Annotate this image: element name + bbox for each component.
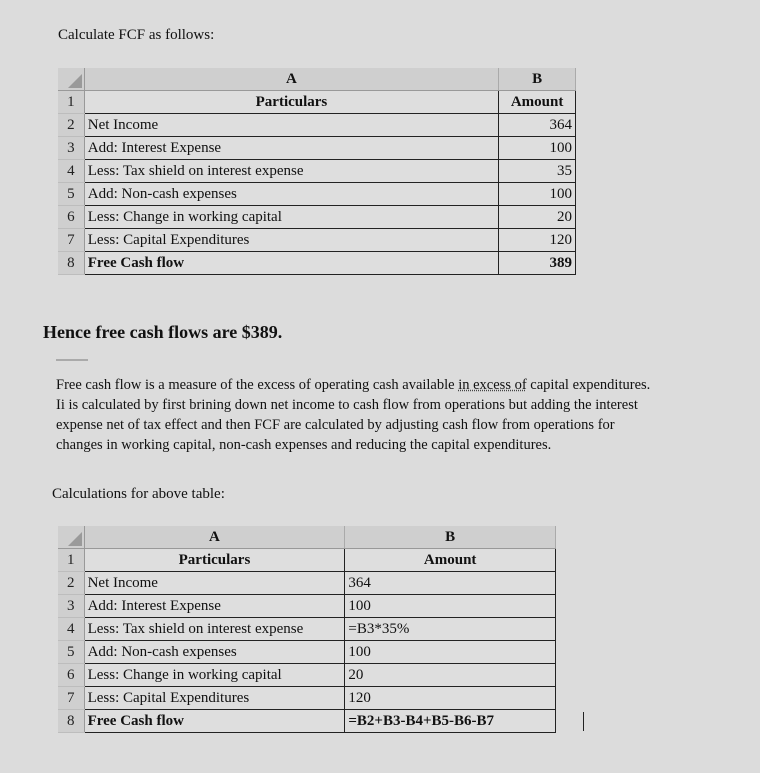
cell-particular[interactable]: Less: Change in working capital [84, 206, 498, 229]
row-number[interactable]: 2 [58, 114, 84, 137]
fcf-table [58, 68, 576, 275]
cell-amount[interactable]: 364 [499, 114, 576, 137]
cell-formula[interactable]: 364 [345, 572, 556, 595]
cell-particular[interactable]: Less: Change in working capital [84, 664, 345, 687]
cell-particular[interactable]: Less: Tax shield on interest expense [84, 618, 345, 641]
cell-formula[interactable]: 120 [345, 687, 556, 710]
cell-particular[interactable]: Add: Non-cash expenses [84, 641, 345, 664]
cell-amount[interactable]: 100 [499, 183, 576, 206]
cell-amount[interactable]: 20 [499, 206, 576, 229]
cell-particular[interactable]: Add: Interest Expense [84, 595, 345, 618]
cell-particular[interactable]: Add: Interest Expense [84, 137, 498, 160]
header-particulars[interactable]: Particulars [84, 549, 345, 572]
cell-amount[interactable]: 35 [499, 160, 576, 183]
row-number[interactable]: 4 [58, 160, 84, 183]
cell-formula[interactable]: 20 [345, 664, 556, 687]
cell-amount[interactable]: 120 [499, 229, 576, 252]
intro-text: Calculate FCF as follows: [58, 27, 215, 43]
cell-particular[interactable]: Add: Non-cash expenses [84, 183, 498, 206]
row-number[interactable]: 1 [58, 549, 84, 572]
row-number[interactable]: 5 [58, 641, 84, 664]
row-number[interactable]: 3 [58, 595, 84, 618]
column-header-a[interactable]: A [84, 526, 345, 549]
row-number[interactable]: 2 [58, 572, 84, 595]
cell-particular[interactable]: Net Income [84, 572, 345, 595]
column-header-b[interactable]: B [345, 526, 556, 549]
divider [56, 359, 88, 361]
explanation-line-3: expense net of tax effect and then FCF are calculated by adjusting cash flow from operations for [56, 417, 615, 433]
row-number[interactable]: 5 [58, 183, 84, 206]
row-number[interactable]: 8 [58, 710, 84, 733]
calculations-label: Calculations for above table: [52, 486, 225, 502]
column-header-b[interactable]: B [499, 68, 576, 91]
explanation-line-2: Ii is calculated by first brining down net income to cash flow from operations but adding the interest [56, 397, 638, 413]
cell-particular[interactable]: Net Income [84, 114, 498, 137]
explanation-text: capital expenditures. [526, 377, 651, 393]
row-number[interactable]: 7 [58, 687, 84, 710]
header-particulars[interactable]: Particulars [84, 91, 498, 114]
header-amount[interactable]: Amount [499, 91, 576, 114]
cell-formula-total[interactable]: =B2+B3-B4+B5-B6-B7 [345, 710, 556, 733]
conclusion-heading: Hence free cash flows are $389. [43, 322, 283, 342]
select-all-corner[interactable] [58, 526, 84, 549]
row-number[interactable]: 3 [58, 137, 84, 160]
cell-particular[interactable]: Less: Tax shield on interest expense [84, 160, 498, 183]
cell-particular[interactable]: Less: Capital Expenditures [84, 687, 345, 710]
row-number[interactable]: 6 [58, 206, 84, 229]
row-number[interactable]: 1 [58, 91, 84, 114]
column-header-a[interactable]: A [84, 68, 498, 91]
cell-particular-total[interactable]: Free Cash flow [84, 252, 498, 275]
formula-table [58, 526, 556, 733]
cell-formula[interactable]: =B3*35% [345, 618, 556, 641]
explanation-line-1 [56, 375, 716, 395]
text-cursor [583, 712, 584, 731]
cell-formula[interactable]: 100 [345, 641, 556, 664]
row-number[interactable]: 6 [58, 664, 84, 687]
header-amount[interactable]: Amount [345, 549, 556, 572]
cell-amount[interactable]: 100 [499, 137, 576, 160]
cell-formula[interactable]: 100 [345, 595, 556, 618]
row-number[interactable]: 4 [58, 618, 84, 641]
row-number[interactable]: 8 [58, 252, 84, 275]
cell-amount-total[interactable]: 389 [499, 252, 576, 275]
spellcheck-phrase[interactable]: in excess of [458, 377, 527, 393]
row-number[interactable]: 7 [58, 229, 84, 252]
explanation-paragraph [56, 375, 716, 455]
explanation-line-4: changes in working capital, non-cash expenses and reducing the capital expenditures. [56, 437, 552, 453]
explanation-text: Free cash flow is a measure of the excess of operating cash available [56, 377, 459, 393]
cell-particular-total[interactable]: Free Cash flow [84, 710, 345, 733]
select-all-corner[interactable] [58, 68, 84, 91]
cell-particular[interactable]: Less: Capital Expenditures [84, 229, 498, 252]
